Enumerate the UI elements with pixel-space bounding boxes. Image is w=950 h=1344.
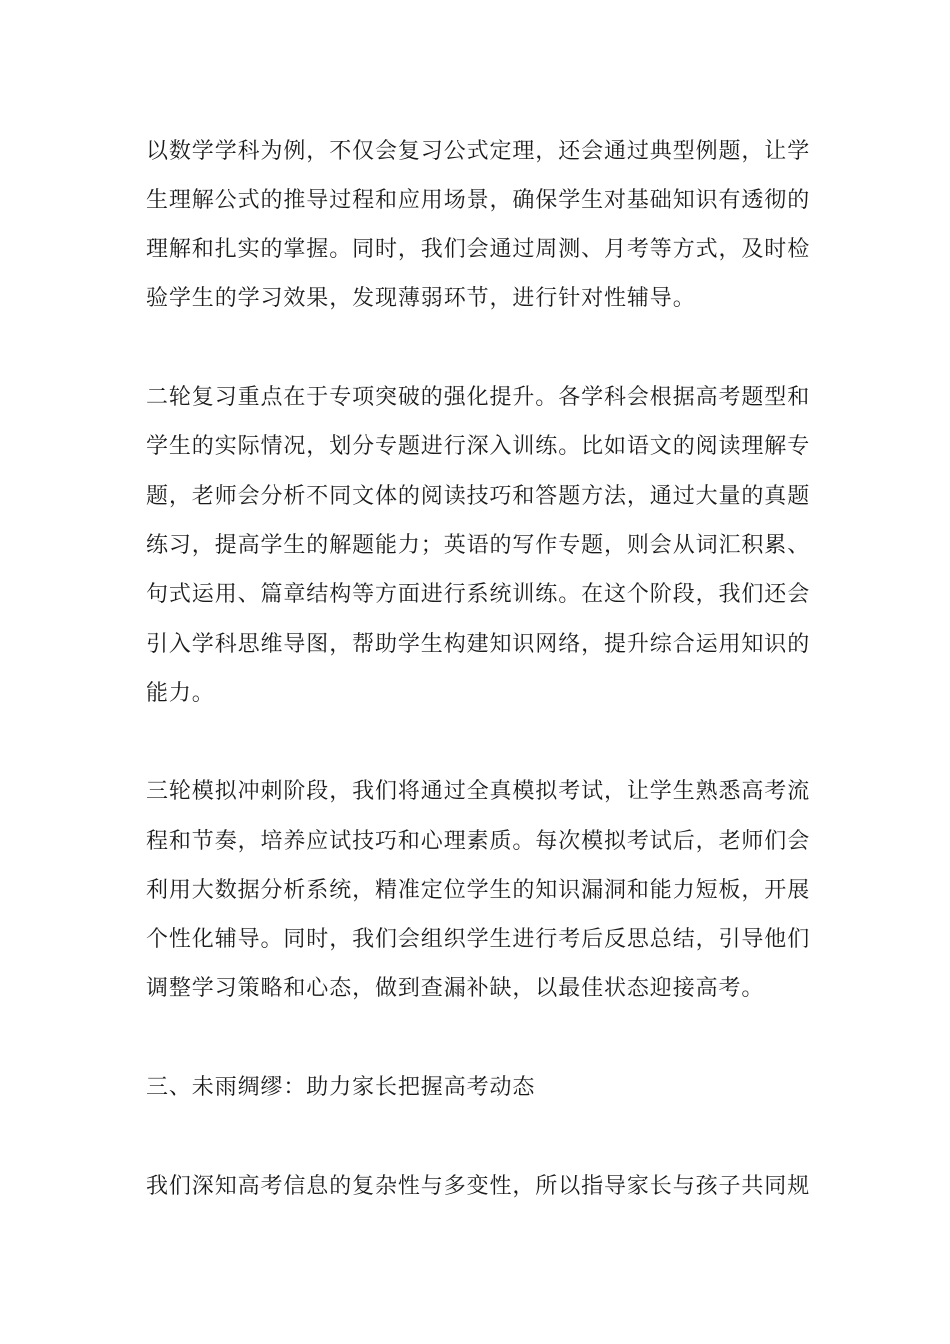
text-line: 三轮模拟冲刺阶段，我们将通过全真模拟考试，让学生熟悉高考流 bbox=[146, 779, 811, 804]
text-line: 利用大数据分析系统，精准定位学生的知识漏洞和能力短板，开展 bbox=[146, 878, 811, 903]
text-line: 学生的实际情况，划分专题进行深入训练。比如语文的阅读理解专 bbox=[146, 434, 811, 459]
text-line: 程和节奏，培养应试技巧和心理素质。每次模拟考试后，老师们会 bbox=[146, 829, 811, 854]
section-heading: 三、未雨绸缪：助力家长把握高考动态 bbox=[146, 1075, 536, 1100]
text-line: 生理解公式的推导过程和应用场景，确保学生对基础知识有透彻的 bbox=[146, 188, 811, 213]
text-line: 以数学学科为例，不仅会复习公式定理，还会通过典型例题，让学 bbox=[146, 139, 811, 164]
text-line: 题，老师会分析不同文体的阅读技巧和答题方法，通过大量的真题 bbox=[146, 484, 811, 509]
text-line: 验学生的学习效果，发现薄弱环节，进行针对性辅导。 bbox=[146, 286, 696, 311]
text-line: 我们深知高考信息的复杂性与多变性，所以指导家长与孩子共同规 bbox=[146, 1174, 811, 1199]
text-line: 理解和扎实的掌握。同时，我们会通过周测、月考等方式，及时检 bbox=[146, 237, 811, 262]
text-line: 个性化辅导。同时，我们会组织学生进行考后反思总结，引导他们 bbox=[146, 927, 811, 952]
text-line: 句式运用、篇章结构等方面进行系统训练。在这个阶段，我们还会 bbox=[146, 582, 811, 607]
text-line: 调整学习策略和心态，做到查漏补缺，以最佳状态迎接高考。 bbox=[146, 976, 765, 1001]
text-line: 练习，提高学生的解题能力；英语的写作专题，则会从词汇积累、 bbox=[146, 533, 811, 558]
text-line: 能力。 bbox=[146, 681, 215, 706]
text-line: 二轮复习重点在于专项突破的强化提升。各学科会根据高考题型和 bbox=[146, 385, 811, 410]
text-line: 引入学科思维导图，帮助学生构建知识网络，提升综合运用知识的 bbox=[146, 632, 811, 657]
